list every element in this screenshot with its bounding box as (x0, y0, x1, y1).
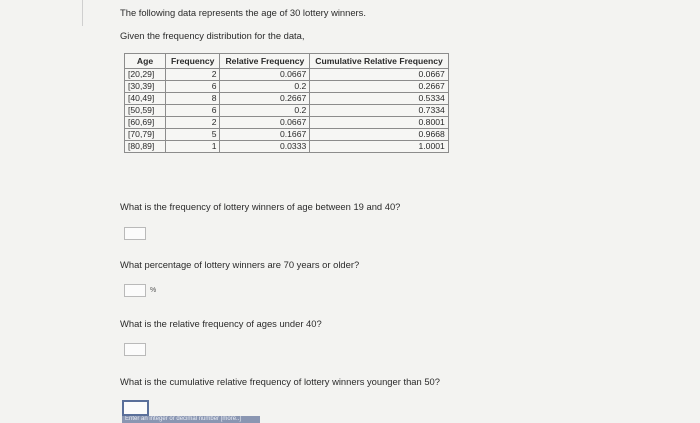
intro-text: The following data represents the age of 30 lottery winners. (120, 7, 366, 18)
cell-age: [30,39] (125, 81, 166, 93)
cell-cumulative-relative-frequency: 0.9668 (310, 129, 449, 141)
given-text: Given the frequency distribution for the data, (120, 30, 305, 41)
table-row (125, 81, 449, 93)
cell-relative-frequency: 0.0333 (220, 141, 310, 153)
frequency-table (124, 53, 449, 153)
header-age: Age (125, 54, 166, 69)
cell-frequency: 2 (166, 117, 220, 129)
question-3-text: What is the relative frequency of ages under 40? (120, 318, 322, 329)
question-2-text: What percentage of lottery winners are 70 years or older? (120, 259, 360, 270)
percent-unit: % (150, 287, 157, 294)
answer-4-input[interactable] (122, 400, 149, 416)
table-row (125, 105, 449, 117)
cell-cumulative-relative-frequency: 0.0667 (310, 69, 449, 81)
header-cumulative-relative-frequency: Cumulative Relative Frequency (310, 54, 449, 69)
cell-age: [70,79] (125, 129, 166, 141)
table-row (125, 69, 449, 81)
cell-cumulative-relative-frequency: 0.8001 (310, 117, 449, 129)
cell-age: [60,69] (125, 117, 166, 129)
header-frequency: Frequency (166, 54, 220, 69)
table-row (125, 117, 449, 129)
cell-relative-frequency: 0.0667 (220, 117, 310, 129)
cell-frequency: 2 (166, 69, 220, 81)
answer-2-input[interactable] (124, 284, 146, 297)
table-header-row (125, 54, 449, 69)
cell-relative-frequency: 0.2 (220, 81, 310, 93)
cell-relative-frequency: 0.0667 (220, 69, 310, 81)
cell-cumulative-relative-frequency: 0.5334 (310, 93, 449, 105)
cell-frequency: 6 (166, 81, 220, 93)
cell-age: [80,89] (125, 141, 166, 153)
answer-1-input[interactable] (124, 227, 146, 240)
cell-frequency: 6 (166, 105, 220, 117)
header-relative-frequency: Relative Frequency (220, 54, 310, 69)
cell-age: [40,49] (125, 93, 166, 105)
cell-age: [50,59] (125, 105, 166, 117)
cell-relative-frequency: 0.2 (220, 105, 310, 117)
cell-frequency: 1 (166, 141, 220, 153)
cell-frequency: 8 (166, 93, 220, 105)
question-1-text: What is the frequency of lottery winners of age between 19 and 40? (120, 201, 401, 212)
cell-cumulative-relative-frequency: 1.0001 (310, 141, 449, 153)
cell-relative-frequency: 0.1667 (220, 129, 310, 141)
question-4-text: What is the cumulative relative frequency of lottery winners younger than 50? (120, 376, 440, 387)
cell-age: [20,29] (125, 69, 166, 81)
cell-cumulative-relative-frequency: 0.2667 (310, 81, 449, 93)
cell-cumulative-relative-frequency: 0.7334 (310, 105, 449, 117)
table-row (125, 141, 449, 153)
page-edge (76, 0, 83, 26)
table-row (125, 93, 449, 105)
cell-frequency: 5 (166, 129, 220, 141)
cell-relative-frequency: 0.2667 (220, 93, 310, 105)
table-row (125, 129, 449, 141)
answer-3-input[interactable] (124, 343, 146, 356)
input-hint-tooltip: Enter an integer or decimal number [more..] (122, 416, 260, 423)
